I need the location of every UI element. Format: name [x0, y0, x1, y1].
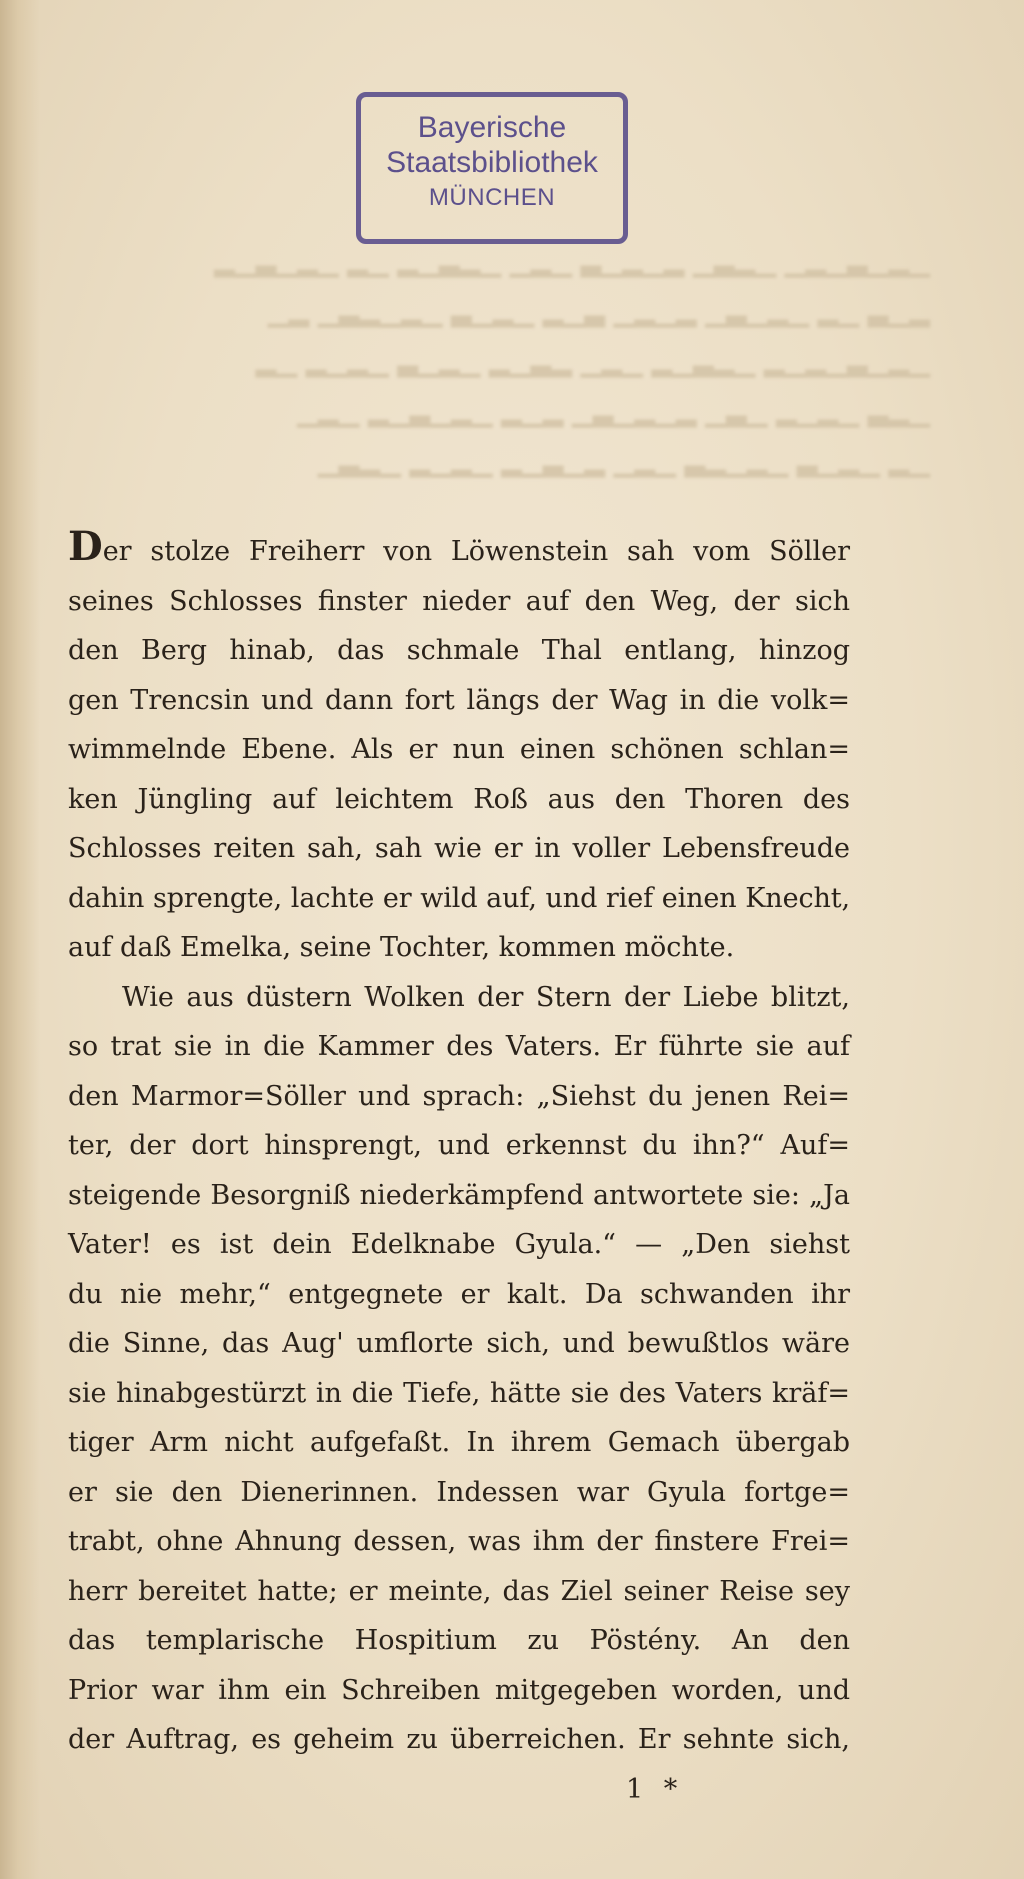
text-line: trabt, ohne Ahnung dessen, was ihm der finstere Frei= [68, 1526, 850, 1557]
text-line: sie hinabgestürzt in die Tiefe, hätte sie des Vaters kräf= [68, 1377, 850, 1409]
text-line: der Auftrag, es geheim zu überreichen. Er sehnte sich, [68, 1724, 850, 1755]
text-line: seines Schlosses finster nieder auf den Weg, der sich [68, 585, 850, 617]
text-line: du nie mehr,“ entgegnete er kalt. Da schwanden ihr [68, 1278, 850, 1310]
text-line: Vater! es ist dein Edelknabe Gyula.“ — „Den siehst [68, 1229, 850, 1260]
text-line: so trat sie in die Kammer des Vaters. Er führte sie auf [68, 1031, 850, 1062]
text-line: ter, der dort hinsprengt, und erkennst du ihn?“ Auf= [68, 1130, 850, 1161]
text-line: tiger Arm nicht aufgefaßt. In ihrem Gemach übergab [68, 1427, 850, 1458]
stamp-line-2: Staatsbibliothek [386, 145, 598, 179]
text-line: er sie den Dienerinnen. Indessen war Gyula fortge= [68, 1476, 850, 1508]
stamp-line-1: Bayerische [417, 111, 567, 144]
show-through-texture: ▁▂▁▃▁▂▁ ▁▂▃▁ ▂▁▂▁▃ ▁▂▁ ▁▂▃▁▂ ▁▂ ▁▂▁▃▁▂ ▂▁▃ ▁▂ ▁▂▁▃▁ ▂▁▂▁ ▃▁▂ ▁▂▁▃ ▁▂▁▂▃▁ ▂▁ ▁▂▁▃▁▂▁▂ ▁▂▃▁▂ ▁▂▁ ▂▃▁▂ ▁▂▁▃ ▁▂▁▂ ▁▂ ▁▂▃ ▁▂▁▂ ▁▃▁ ▂▁▂▁▃▁ ▂▁▂ ▁▂▁▃▁▂ ▁▂▁ ▁▂ ▁▂▁▃ ▁▂▁▂▃ ▁▂▁ ▂▁▃▁▂ ▁▂▁▂ ▁▂▃▁ [214, 247, 930, 478]
text-line: die Sinne, das Aug' umflorte sich, und bewußtlos wäre [68, 1328, 850, 1359]
text-line: steigende Besorgniß niederkämpfend antwortete sie: „Ja [68, 1179, 850, 1211]
text-line: den Berg hinab, das schmale Thal entlang, hinzog [68, 635, 850, 666]
page-number: 1 * [626, 1774, 684, 1805]
text-line: dahin sprengte, lachte er wild auf, und rief einen Knecht, [68, 882, 850, 914]
text-line: das templarische Hospitium zu Pöstény. An den [68, 1625, 850, 1656]
text-line: ken Jüngling auf leichtem Roß aus den Thoren des [68, 783, 850, 815]
text-line: gen Trencsin und dann fort längs der Wag in die volk= [68, 684, 850, 716]
text-line: Prior war ihm ein Schreiben mitgegeben worden, und [68, 1674, 850, 1706]
library-stamp [356, 92, 628, 244]
main-text [68, 523, 850, 1765]
text-line: herr bereitet hatte; er meinte, das Ziel seiner Reise sey [68, 1575, 850, 1607]
text-line: Schlosses reiten sah, sah wie er in voller Lebensfreude [68, 833, 850, 864]
text-line: den Marmor=Söller und sprach: „Siehst du jenen Rei= [68, 1080, 850, 1112]
binding-shadow [0, 0, 40, 1879]
text-line: auf daß Emelka, seine Tochter, kommen möchte. [68, 932, 735, 963]
text-line: wimmelnde Ebene. Als er nun einen schönen schlan= [68, 734, 850, 765]
drop-cap: D [68, 523, 103, 570]
text-line: Der stolze Freiherr von Löwenstein sah vom Söller [68, 523, 850, 570]
text-line: Wie aus düstern Wolken der Stern der Liebe blitzt, [122, 981, 850, 1013]
stamp-line-3: MÜNCHEN [428, 184, 556, 211]
